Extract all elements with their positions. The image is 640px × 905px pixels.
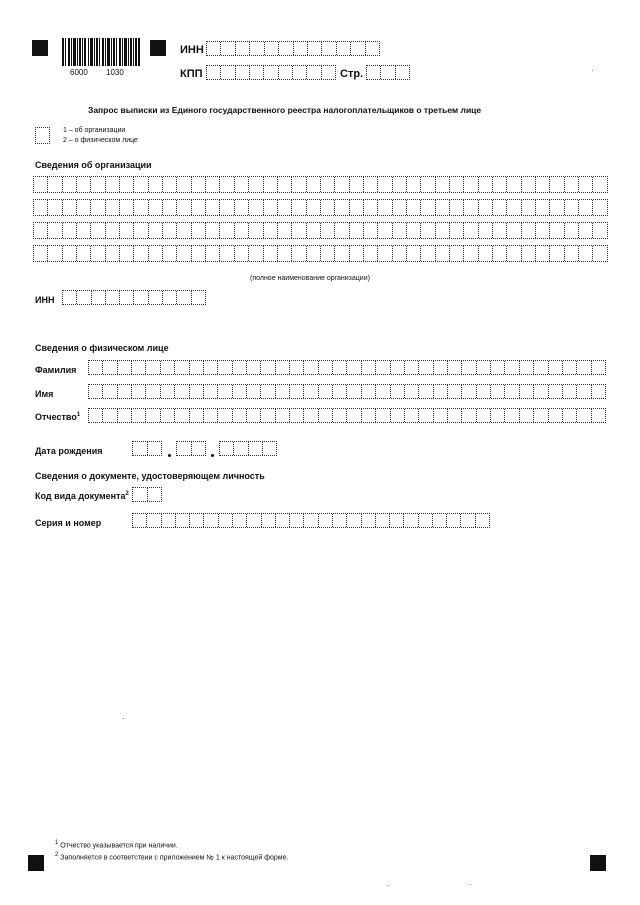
footnote-1-text: Отчество указывается при наличии. [60, 842, 178, 850]
birth-month-field[interactable] [176, 441, 206, 456]
org-inn-label: ИНН [35, 295, 55, 305]
footnote-2-text: Заполняется в соответствии с приложением № 1 к настоящей форме. [60, 854, 289, 862]
barcode-graphic [62, 38, 142, 68]
header-kpp-field[interactable] [206, 65, 336, 80]
date-separator-dot [168, 454, 171, 457]
header-page-field[interactable] [366, 65, 410, 80]
header-inn-field[interactable] [206, 41, 380, 56]
surname-label: Фамилия [35, 365, 77, 375]
surname-field[interactable] [88, 360, 606, 375]
birth-date-label: Дата рождения [35, 446, 103, 456]
patronymic-label [35, 412, 80, 422]
scan-speck [123, 718, 124, 719]
org-name-row[interactable] [33, 199, 608, 216]
patronymic-field[interactable] [88, 408, 606, 423]
org-name-row[interactable] [33, 222, 608, 239]
doc-code-label-text: Код вида документа [35, 491, 126, 501]
barcode-number-right: 1030 [106, 68, 124, 77]
footnote-2 [55, 852, 288, 861]
name-label: Имя [35, 389, 54, 399]
footnote-1 [55, 840, 178, 849]
type-option-person: 2 – о физическом лице [63, 137, 138, 144]
org-name-row[interactable] [33, 245, 608, 262]
birth-year-field[interactable] [219, 441, 277, 456]
name-field[interactable] [88, 384, 606, 399]
doc-series-field[interactable] [132, 513, 490, 528]
type-option-organization: 1 – об организации [63, 127, 126, 134]
barcode-number-left: 6000 [70, 68, 88, 77]
patronymic-note-ref: 1 [76, 412, 81, 418]
date-separator-dot [211, 454, 214, 457]
alignment-marker-top-right [150, 40, 166, 56]
form-title: Запрос выписки из Единого государственного реестра налогоплательщиков о третьем лице [88, 105, 482, 115]
scan-speck [470, 884, 471, 885]
org-name-caption: (полное наименование организации) [250, 275, 370, 282]
doc-code-label [35, 491, 129, 501]
alignment-marker-top-left [32, 40, 48, 56]
doc-code-field[interactable] [132, 487, 162, 502]
alignment-marker-bottom-right [590, 855, 606, 871]
scan-speck [592, 70, 593, 71]
footnote-1-ref: 1 [55, 840, 59, 846]
alignment-marker-bottom-left [28, 855, 44, 871]
doc-code-note-ref: 2 [125, 491, 129, 497]
header-kpp-label: КПП [180, 68, 203, 80]
org-section-title: Сведения об организации [35, 160, 152, 170]
header-page-label: Стр. [340, 68, 364, 80]
header-inn-label: ИНН [180, 44, 204, 56]
org-name-row[interactable] [33, 176, 608, 193]
request-type-field[interactable] [35, 127, 50, 144]
barcode [62, 38, 142, 68]
birth-day-field[interactable] [132, 441, 162, 456]
person-section-title: Сведения о физическом лице [35, 343, 169, 353]
scan-speck [388, 885, 389, 886]
patronymic-label-text: Отчество [35, 412, 77, 422]
doc-section-title: Сведения о документе, удостоверяющем личность [35, 471, 265, 481]
footnote-2-ref: 2 [55, 852, 59, 858]
doc-series-label: Серия и номер [35, 518, 102, 528]
org-inn-field[interactable] [62, 290, 206, 305]
